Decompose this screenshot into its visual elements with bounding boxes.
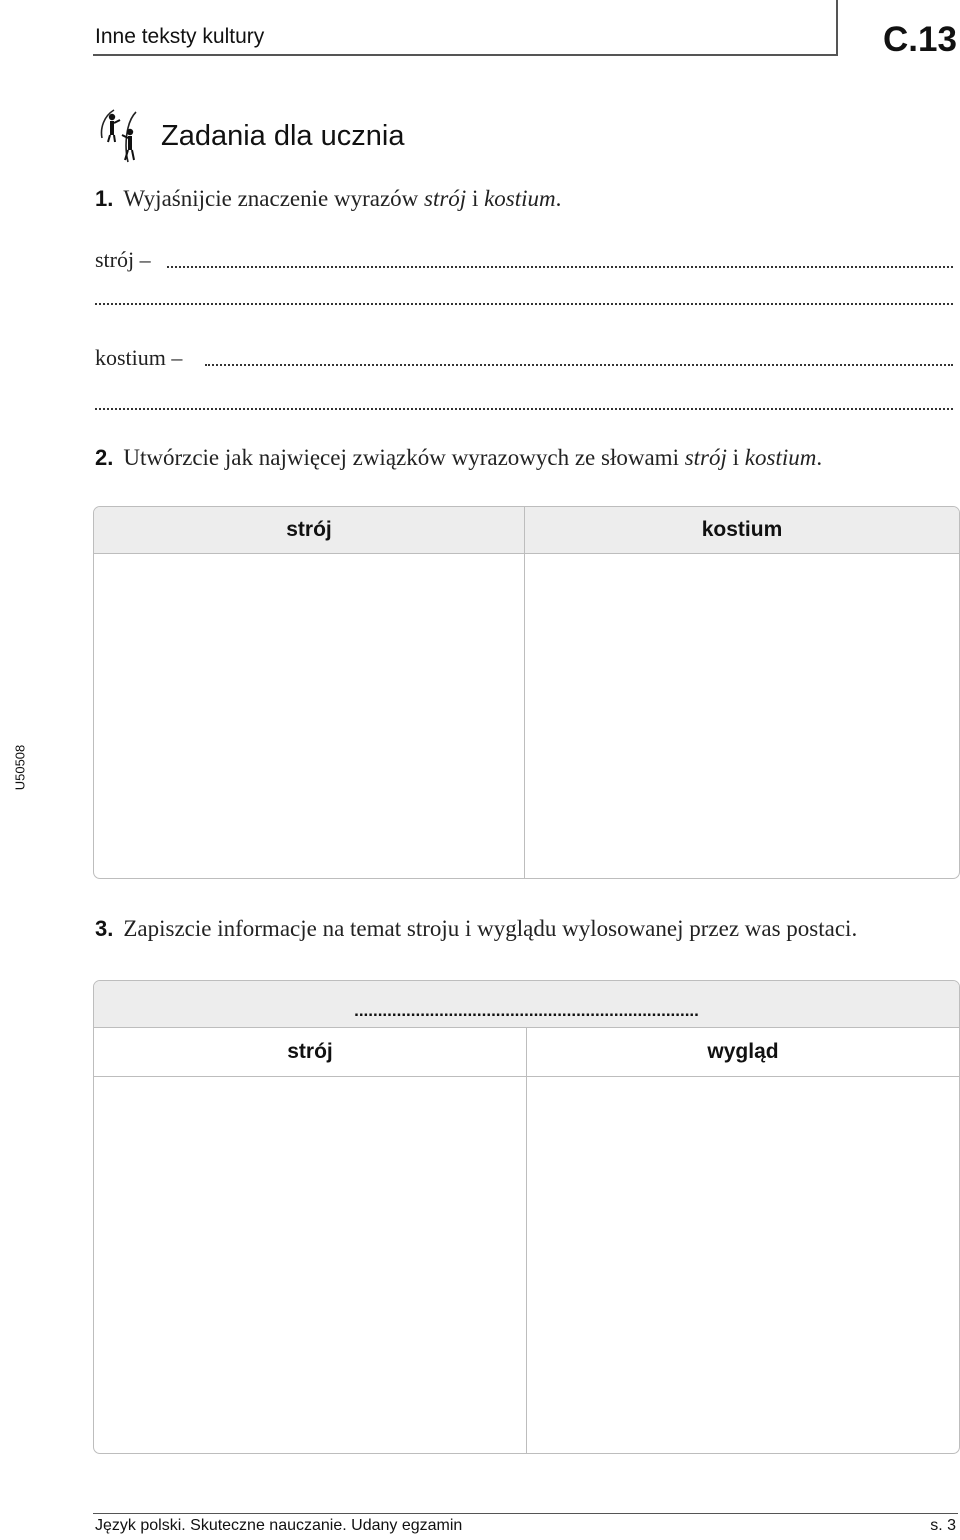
- section-title: Zadania dla ucznia: [161, 120, 405, 152]
- header-section-title: Inne teksty kultury: [95, 25, 265, 48]
- task-text: .: [816, 445, 823, 470]
- answer-cell-wyglad[interactable]: [527, 1077, 959, 1453]
- answer-cell-kostium[interactable]: [525, 554, 959, 878]
- side-code: U50508: [12, 744, 28, 791]
- task-3-table: [93, 980, 960, 1454]
- page-number: s. 3: [930, 1517, 956, 1534]
- task-text: i: [466, 186, 485, 211]
- column-header-stroj: strój: [287, 1040, 333, 1063]
- task-word: strój: [684, 445, 727, 470]
- column-header-kostium: kostium: [701, 518, 783, 541]
- column-header-wyglad: wygląd: [707, 1040, 779, 1063]
- students-pair-icon: [98, 108, 140, 164]
- task-2-table: [93, 506, 960, 879]
- footer-rule: [93, 1513, 958, 1514]
- task-text: i: [726, 445, 745, 470]
- character-name-line[interactable]: .........................................................................: [354, 1001, 699, 1020]
- header-divider: [836, 0, 838, 56]
- answer-label-kostium: kostium –: [95, 345, 183, 370]
- task-number: 3.: [95, 916, 114, 941]
- answer-line[interactable]: [205, 364, 953, 366]
- column-header-stroj: strój: [286, 518, 332, 541]
- answer-cell-stroj[interactable]: [94, 1077, 526, 1453]
- table-name-row: [94, 981, 959, 1028]
- task-number: 1.: [95, 186, 114, 211]
- answer-line[interactable]: [95, 408, 953, 410]
- answer-line[interactable]: [167, 266, 953, 268]
- answer-label-stroj: strój –: [95, 247, 151, 272]
- task-text: Wyjaśnijcie znaczenie wyrazów: [123, 186, 425, 211]
- task-word: kostium: [744, 445, 817, 470]
- task-2: [95, 445, 822, 471]
- task-text: .: [555, 186, 562, 211]
- task-word: kostium: [484, 186, 556, 211]
- answer-line[interactable]: [95, 303, 953, 305]
- task-number: 2.: [95, 445, 114, 470]
- task-word: strój: [424, 186, 467, 211]
- task-text: Utwórzcie jak najwięcej związków wyrazowych ze słowami: [123, 445, 685, 470]
- answer-cell-stroj[interactable]: [94, 554, 524, 878]
- header-code: C.13: [883, 20, 957, 59]
- task-1: [95, 186, 561, 212]
- footer-book-title: Język polski. Skuteczne nauczanie. Udany egzamin: [95, 1517, 463, 1534]
- header-rule: [93, 54, 838, 56]
- task-text: Zapiszcie informacje na temat stroju i wyglądu wylosowanej przez was postaci.: [123, 916, 858, 941]
- task-3: [95, 916, 857, 942]
- table-header: [94, 507, 959, 554]
